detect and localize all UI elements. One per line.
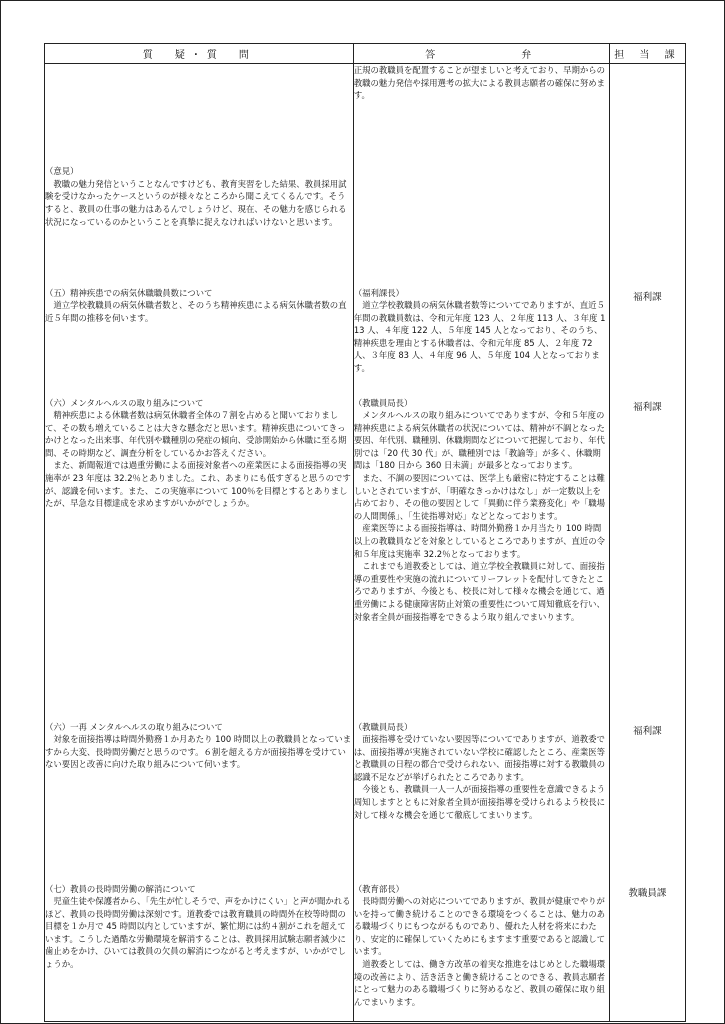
- qa-table: [44, 43, 686, 1022]
- question-title: （意見）: [45, 166, 79, 177]
- table-row: [45, 877, 686, 1022]
- qa-table-body: [45, 64, 686, 1022]
- answer-speaker: （教職員局長）: [353, 397, 413, 408]
- answer-cell: [353, 715, 609, 877]
- dept-cell: [609, 126, 685, 281]
- question-cell: [45, 715, 354, 877]
- question-title: （六）メンタルヘルスの取り組みについて: [45, 397, 204, 408]
- spacer: [45, 128, 353, 141]
- question-paragraph: 対象を面接指導は時間外勤務１か月あたり 100 時間以上の教職員となっていますから大変、長時間労働だと思うのです。６割を超える方が面接指導を受けていない要因と改善に向けた取り組みについて伺います。: [45, 734, 352, 770]
- question-paragraph: 精神疾患による休職者数は病気休職者全体の７割を占めると聞いておりまして、その数も増えていることは大きな懸念だと思います。精神疾患についてきっかけとなった出来事、年代別や職種別の発症の傾向、受診開始から休職に至る期間、その時期など、調査分析をしているかお答えください。: [45, 410, 347, 458]
- dept-cell: 福利課: [609, 391, 685, 715]
- question-cell: [45, 391, 354, 715]
- dept-cell: 福利課: [609, 281, 685, 391]
- answer-speaker: （福利課長）: [353, 287, 405, 298]
- question-paragraph: 児童生徒や保護者から、「先生が忙しそうで、声をかけにくい」と声が聞かれるほど、教員の長時間労働は深刻です。道教委では教育職員の時間外在校等時間の目標を１か月で 45 時間以内としていますが、繁忙期には約４割がこれを超えています。こうした過酷な労働環境を解消することは、教員採用試験志願者減少に歯止めをかけ、ひいては教員の欠員の解消につながると考えますが、いかがでしょうか。: [45, 896, 351, 970]
- dept-cell: 福利課: [609, 715, 685, 877]
- dept-column-header: 担 当 課: [609, 44, 685, 64]
- table-row: [45, 281, 686, 391]
- spacer: [45, 140, 353, 153]
- answer-paragraph: 長時間労働への対応についてでありますが、教員が健康でやりがいを持って働き続けることのできる環境をつくることは、魅力のある職場づくりにもつながるものであり、優れた人材を将来にわたり、安定的に確保していくためにもますます重要であると認識しています。: [353, 896, 606, 957]
- answer-paragraph: また、不調の要因については、医学上も厳密に特定することは難しいとされていますが、「明確なきっかけはなし」が一定数以上を占めており、その他の要因として「異動に伴う業務変化」や「職場の人間関係」、「生徒指導対応」などとなっております。: [353, 473, 606, 521]
- answer-paragraph: 道教委としては、働き方改革の着実な推進をはじめとした職場環境の改善により、活き活きと働き続けることのできる、教員志願者にとって魅力のある職場づくりに努めるなど、教員の確保に取り組んでまいります。: [353, 959, 606, 1007]
- table-row: [45, 64, 686, 126]
- table-row: [45, 391, 686, 715]
- answer-paragraph: これまでも道教委としては、道立学校全教職員に対して、面接指導の重要性や実施の流れについてリーフレットを配付してきたところでありますが、今後とも、校長に対して様々な機会を通じて、過重労働による健康障害防止対策の重要性について周知徹底を行い、対象者全員が面接指導をできるよう取り組んでまいります。: [353, 561, 605, 622]
- question-cell: [45, 281, 354, 391]
- answer-cell: [353, 64, 609, 126]
- question-cell: [45, 877, 354, 1022]
- dept-cell: 教職員課: [609, 877, 685, 1022]
- answer-speaker: （教職員局長）: [353, 721, 413, 732]
- question-column-header: 質 疑・質 問: [45, 44, 354, 64]
- answer-speaker: （教育部長）: [353, 883, 405, 894]
- answer-paragraph: 面接指導を受けていない要因等についてでありますが、道教委では、面接指導が実施されていない学校に確認したところ、産業医等と教職員の日程の都合で受けられない、面接指導に対する教職員の認識不足などが挙げられたところであります。: [353, 734, 606, 782]
- spacer: [45, 153, 353, 166]
- answer-paragraph: メンタルヘルスの取り組みについてでありますが、令和５年度の精神疾患による病気休職者の状況については、精神が不調となった要因、年代別、職種別、休職期間などについて把握しており、年代別では「20 代 30 代」が、職種別では「教諭等」が多く、休職期間は「180 日から 360 日未満」が最多となっております。: [353, 410, 605, 471]
- answer-paragraph: 道立学校教職員の病気休職者数等についてでありますが、直近５年間の教職員数は、令和元年度 123 人、２年度 113 人、３年度 113 人、４年度 122 人、５年度 145 人となっており、そのうち、精神疾患を理由とする休職者は、令和元年度 85 人、２年度 72 人、３年度 83 人、４年度 96 人、５年度 104 人となっております。: [353, 300, 606, 374]
- question-paragraph: 道立学校教職員の病気休職者数と、そのうち精神疾患による病気休職者数の直近５年間の推移を伺います。: [45, 300, 347, 323]
- table-row: [45, 715, 686, 877]
- answer-paragraph: 正規の教職員を配置することが望ましいと考えており、早期からの教職の魅力発信や採用選考の拡大による教員志願者の確保に努めます。: [353, 65, 606, 101]
- table-row: [45, 126, 686, 281]
- answer-cell: [353, 126, 609, 281]
- question-title: （六）一再 メンタルヘルスの取り組みについて: [45, 721, 223, 732]
- question-cell: [45, 126, 354, 281]
- question-title: （五）精神疾患での病気休職職員数について: [45, 287, 213, 298]
- question-cell: [45, 64, 354, 126]
- answer-column-header: 答 弁: [353, 44, 609, 64]
- question-paragraph: また、新聞報道では過重労働による面接対象者への産業医による面接指導の実施率が 23 年度は 32.2％とありました。これ、あまりにも低すぎると思うのですが、認識を伺います。また、この実施率について 100％を目標とするとありましたが、早急な目標達成を求めますがいかがでしょうか。: [45, 460, 351, 509]
- question-title: （七）教員の長時間労働の解消について: [45, 883, 196, 894]
- table-header-row: [45, 44, 686, 64]
- dept-cell: [609, 64, 685, 126]
- answer-paragraph: 今後とも、教職員一人一人が面接指導の重要性を意識できるよう周知しますとともに対象者全員が面接指導を受けられるよう校長に対して様々な機会を通じて徹底してまいります。: [353, 784, 606, 820]
- question-paragraph: 教職の魅力発信ということなんですけども、教育実習をした結果、教員採用試験を受けなかったケースというのが様々なところから聞こえてくるんです。そうすると、教員の仕事の魅力はあるんでしょうけど、現在、その魅力を感じられる状況になっているのかということを真摯に捉えなければいけないと思います。: [45, 178, 347, 227]
- answer-cell: [353, 391, 609, 715]
- answer-paragraph: 産業医等による面接指導は、時間外勤務１か月当たり 100 時間以上の教職員などを対象としているところでありますが、直近の令和５年度は実施率 32.2％となっております。: [353, 523, 605, 559]
- answer-cell: [353, 281, 609, 391]
- answer-cell: [353, 877, 609, 1022]
